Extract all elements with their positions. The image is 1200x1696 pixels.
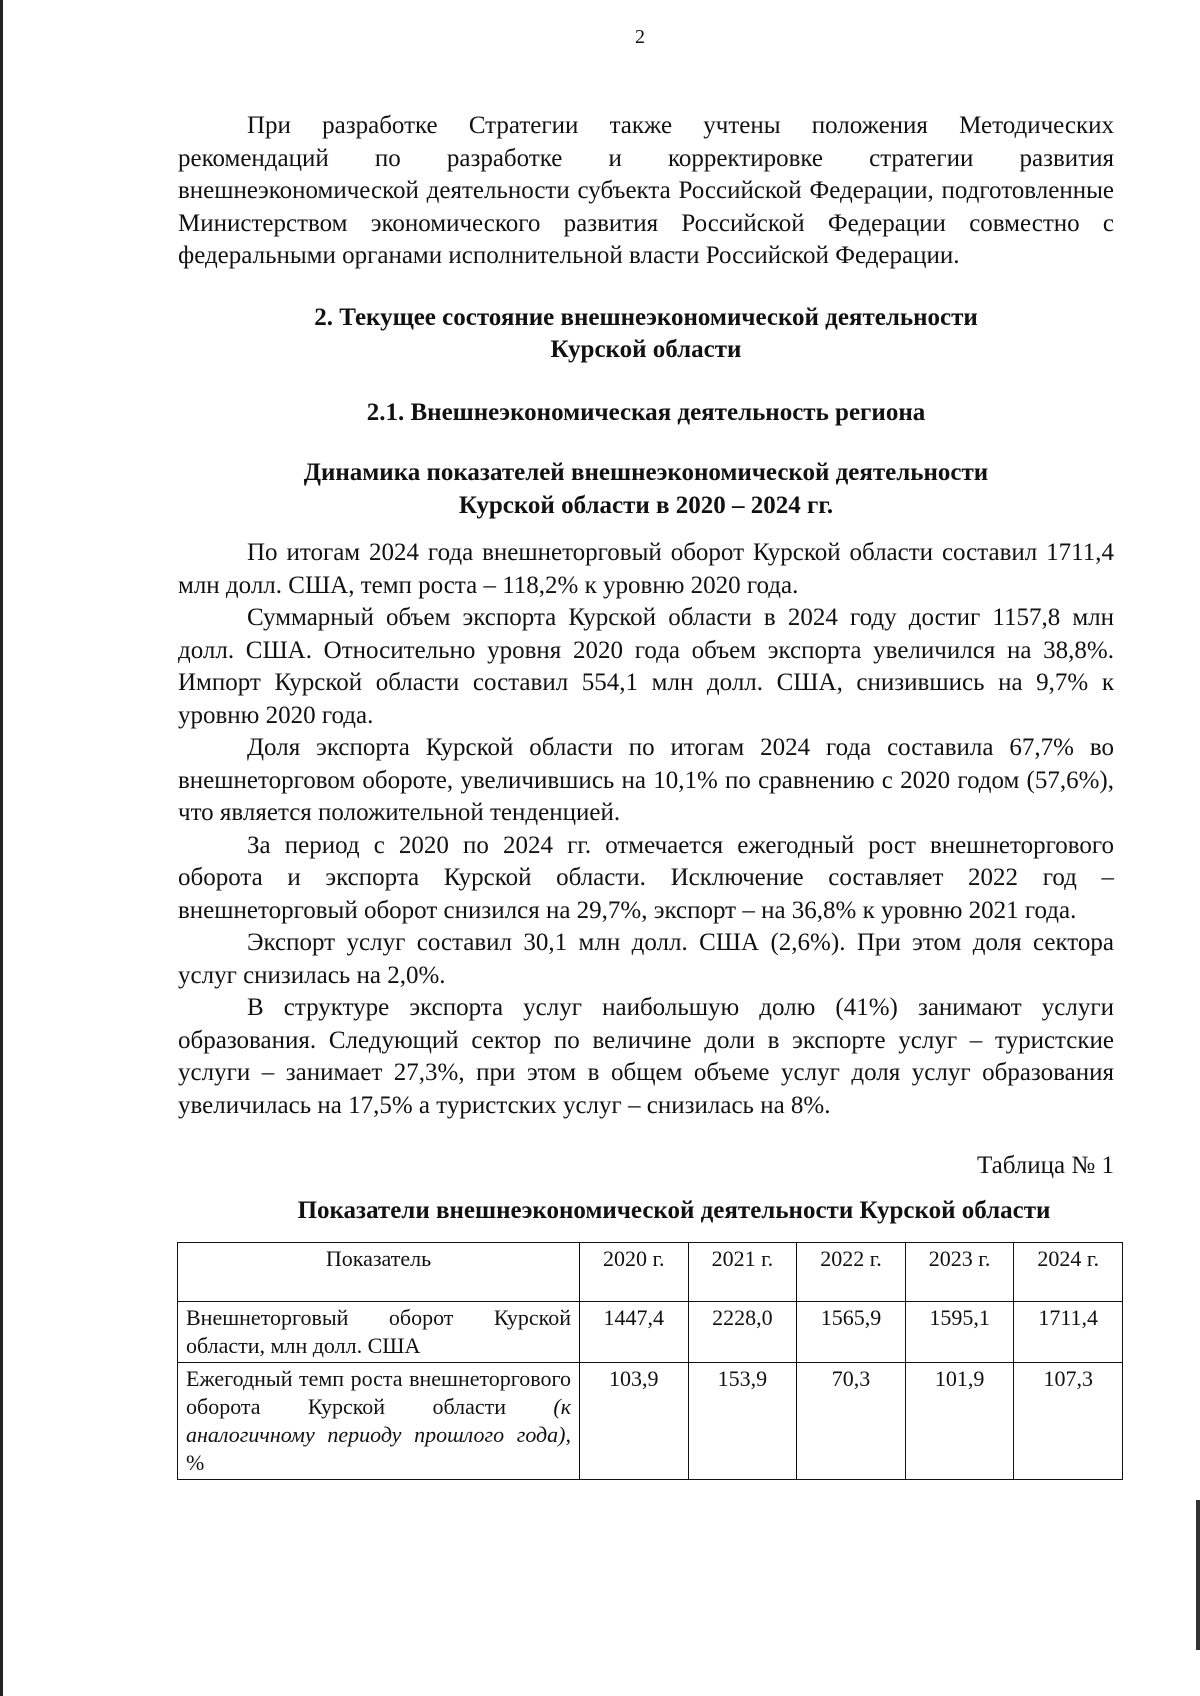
scan-left-edge	[0, 0, 3, 1696]
dynamics-heading	[178, 457, 1114, 522]
table-cell: 153,9	[688, 1363, 797, 1480]
row-indicator-growth-rate	[178, 1363, 580, 1480]
table-cell: 2228,0	[688, 1302, 797, 1363]
table-cell: 1711,4	[1014, 1302, 1123, 1363]
table-row	[178, 1363, 1123, 1480]
dynamics-heading-line-1: Динамика показателей внешнеэкономической деятельности	[303, 459, 989, 486]
paragraph-period-growth: За период с 2020 по 2024 гг. отмечается ежегодный рост внешнеторгового оборота и экспорта Курской области. Исключение составляет 2022 год – внешнеторговый оборот снизился на 29,7%, экспорт – на 36,8% к уровню 2021 года.	[178, 831, 1114, 924]
document-body	[178, 110, 1114, 1480]
table-cell: 103,9	[580, 1363, 689, 1480]
table-cell: 1595,1	[905, 1302, 1014, 1363]
table-cell: 107,3	[1014, 1363, 1123, 1480]
page-number: 2	[635, 26, 645, 48]
table-cell: 70,3	[797, 1363, 906, 1480]
section-title	[178, 302, 1114, 367]
header-year-2021: 2021 г.	[688, 1243, 797, 1302]
dynamics-heading-line-2: Курской области в 2020 – 2024 гг.	[458, 491, 834, 519]
growth-indicator-note: (к аналогичному периоду прошлого года)	[186, 1394, 571, 1447]
subsection-title: 2.1. Внешнеэкономическая деятельность региона	[366, 398, 926, 426]
header-year-2020: 2020 г.	[580, 1243, 689, 1302]
header-year-2023: 2023 г.	[905, 1243, 1014, 1302]
paragraph-services-export: Экспорт услуг составил 30,1 млн долл. США (2,6%). При этом доля сектора услуг снизилась на 2,0%.	[178, 929, 1114, 989]
header-year-2022: 2022 г.	[797, 1243, 906, 1302]
growth-indicator-unit: , %	[186, 1422, 571, 1475]
table-cell: 1447,4	[580, 1302, 689, 1363]
paragraph-services-structure: В структуре экспорта услуг наибольшую долю (41%) занимают услуги образования. Следующий сектор по величине доли в экспорте услуг – туристские услуги – занимает 27,3%, при этом в общем объеме услуг доля услуг образования увеличилась на 17,5% а туристских услуг – снизилась на 8%.	[178, 994, 1114, 1119]
section-title-line-2: Курской области	[550, 336, 742, 363]
paragraph-trade-turnover: По итогам 2024 года внешнеторговый оборот Курской области составил 1711,4 млн долл. США, темп роста – 118,2% к уровню 2020 года.	[178, 539, 1114, 599]
table-cell: 101,9	[905, 1363, 1014, 1480]
growth-indicator-main: Ежегодный темп роста внешнеторгового оборота Курской области	[186, 1366, 571, 1419]
header-year-2024: 2024 г.	[1014, 1243, 1123, 1302]
paragraph-export-share: Доля экспорта Курской области по итогам 2024 года составила 67,7% во внешнеторговом обороте, увеличившись на 10,1% по сравнению с 2020 годом (57,6%), что является положительной тенденцией.	[178, 734, 1114, 826]
header-indicator: Показатель	[178, 1243, 580, 1302]
section-title-line-1: 2. Текущее состояние внешнеэкономической деятельности	[314, 303, 978, 331]
table-title: Показатели внешнеэкономической деятельности Курской области	[297, 1197, 1051, 1224]
paragraph-export-import: Суммарный объем экспорта Курской области в 2024 году достиг 1157,8 млн долл. США. Относительно уровня 2020 года объем экспорта увеличился на 38,8%. Импорт Курской области составил 554,1 млн долл. США, снизившись на 9,7% к уровню 2020 года.	[178, 604, 1114, 729]
scan-right-edge	[1196, 1500, 1200, 1650]
intro-paragraph: При разработке Стратегии также учтены положения Методических рекомендаций по разработке и корректировке стратегии развития внешнеэкономической деятельности субъекта Российской Федерации, подготовленные Министерством экономического развития Российской Федерации совместно с федеральными органами исполнительной власти Российской Федерации.	[178, 112, 1114, 269]
table-cell: 1565,9	[797, 1302, 906, 1363]
table-label: Таблица № 1	[976, 1152, 1114, 1179]
table-row	[178, 1302, 1123, 1363]
table-header-row	[178, 1243, 1123, 1302]
row-indicator-turnover: Внешнеторговый оборот Курской области, млн долл. США	[178, 1302, 580, 1363]
indicators-table	[177, 1242, 1123, 1480]
